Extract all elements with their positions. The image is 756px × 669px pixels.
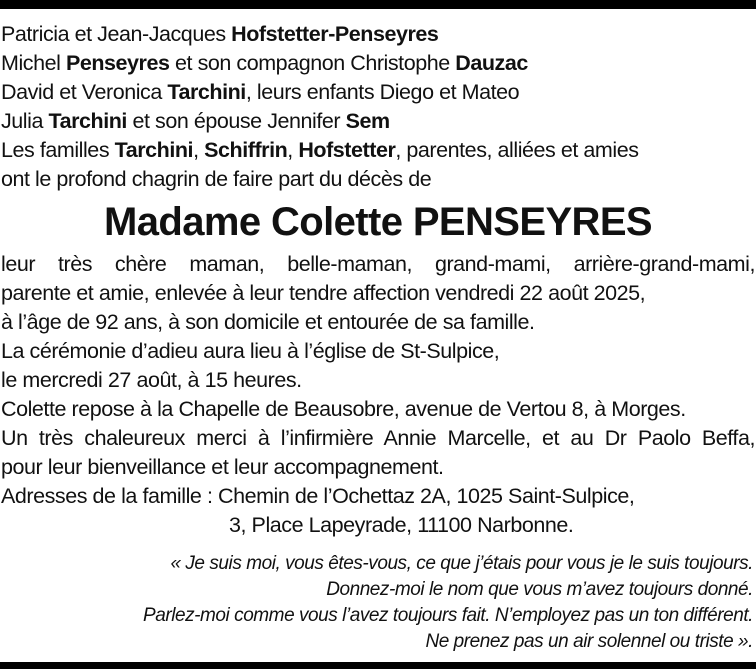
family-surname: Tarchini [48, 109, 127, 133]
body-line: parente et amie, enlevée à leur tendre affection vendredi 22 août 2025, [1, 281, 646, 305]
ceremony-line: La cérémonie d’adieu aura lieu à l’église de St-Sulpice, [1, 339, 500, 363]
family-addresses [1, 482, 755, 540]
family-surname: Hofstetter [298, 138, 396, 162]
chapel-line: Colette repose à la Chapelle de Beausobre, avenue de Vertou 8, à Morges. [1, 397, 686, 421]
quote-line: Parlez-moi comme vous l’avez toujours fait. N’employez pas un ton différent. [143, 605, 753, 626]
family-text: , [193, 138, 205, 162]
family-text: et son épouse Jennifer [126, 109, 346, 133]
family-surname: Tarchini [114, 138, 194, 162]
ceremony-date-line: le mercredi 27 août, à 15 heures. [1, 368, 302, 392]
family-line [1, 78, 755, 107]
body-line: leur très chère maman, belle-maman, grand-mami, arrière-grand-mami, [1, 252, 755, 276]
family-surname: Schiffrin [204, 138, 288, 162]
family-surname: Sem [345, 109, 390, 133]
deceased-name: Madame Colette PENSEYRES [104, 200, 652, 244]
family-surname: Hofstetter-Penseyres [231, 22, 439, 46]
family-text: David et Veronica [1, 80, 168, 104]
family-text: Les familles [1, 138, 115, 162]
address-line: Adresses de la famille : Chemin de l’Ochettaz 2A, 1025 Saint-Sulpice, [1, 484, 635, 508]
thanks-line: pour leur bienveillance et leur accompagnement. [1, 455, 444, 479]
family-surname: Tarchini [167, 80, 246, 104]
body-line: à l’âge de 92 ans, à son domicile et entourée de sa famille. [1, 310, 535, 334]
family-line [1, 136, 755, 165]
family-text: Julia [1, 109, 49, 133]
quote-line: Ne prenez pas un air solennel ou triste ». [425, 631, 753, 652]
family-line [1, 49, 755, 78]
family-line [1, 20, 755, 49]
family-text: , parentes, alliées et amies [395, 138, 639, 162]
family-text: Patricia et Jean-Jacques [1, 22, 232, 46]
family-text: Michel [1, 51, 66, 75]
family-surname: Penseyres [65, 51, 170, 75]
obituary-body [1, 250, 755, 482]
obituary-notice [1, 20, 755, 540]
family-surname: Dauzac [455, 51, 528, 75]
quote-line: « Je suis moi, vous êtes-vous, ce que j’étais pour vous je le suis toujours. [170, 553, 753, 574]
announcement-intro: ont le profond chagrin de faire part du décès de [1, 167, 432, 191]
family-text: et son compagnon Christophe [169, 51, 456, 75]
family-list [1, 20, 755, 165]
quote-line: Donnez-moi le nom que vous m’avez toujours donné. [326, 579, 753, 600]
address-line: 3, Place Lapeyrade, 11100 Narbonne. [229, 513, 574, 537]
family-text: , leurs enfants Diego et Mateo [245, 80, 520, 104]
family-text: , [287, 138, 299, 162]
thanks-line: Un très chaleureux merci à l’infirmière Annie Marcelle, et au Dr Paolo Beffa, [1, 426, 755, 450]
top-border-rule [0, 0, 756, 9]
family-line [1, 107, 755, 136]
closing-quote [13, 551, 753, 655]
bottom-border-rule [0, 662, 756, 669]
